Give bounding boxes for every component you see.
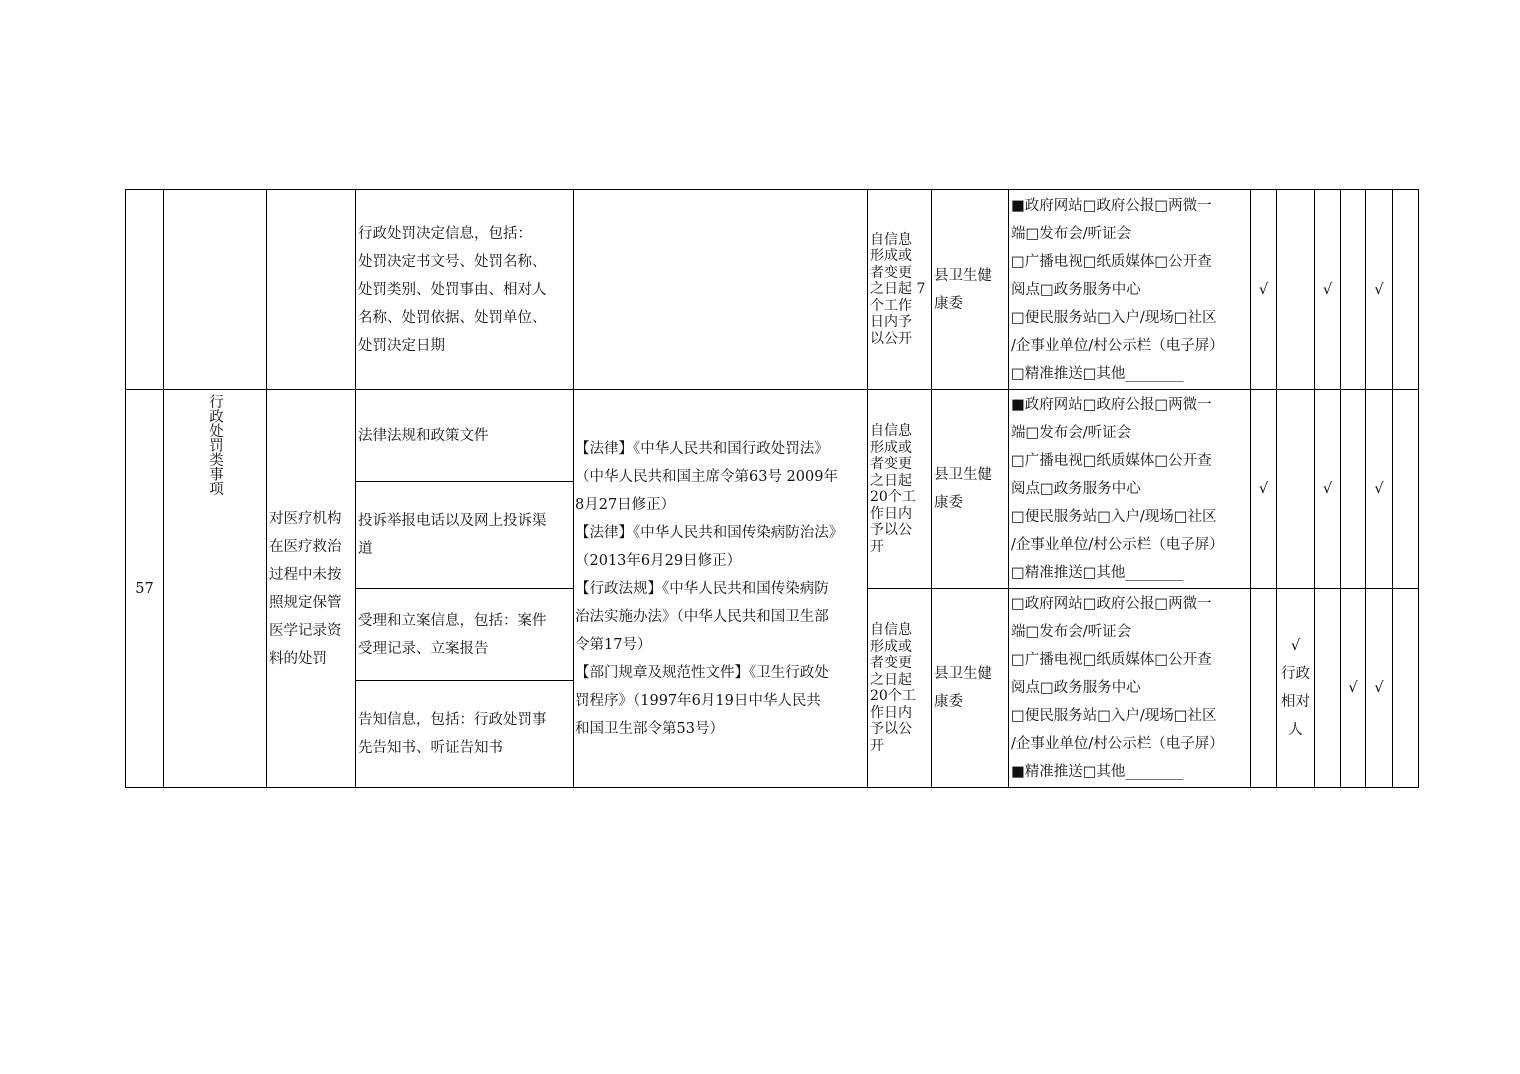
checkmark-cell	[1393, 190, 1419, 390]
item-name-cell: 对医疗机构 在医疗救治 过程中未按 照规定保管 医学记录资 料的处罚	[267, 390, 356, 788]
item-number: 57	[126, 390, 164, 788]
checkmark-cell: √	[1251, 190, 1277, 390]
category-label: 行政处罚类事项	[207, 394, 223, 496]
channels-cell: ■政府网站□政府公报□两微一 端□发布会/听证会 □广播电视□纸质媒体□公开查 阅点□政务服务中心 □便民服务站□入户/现场□社区 /企事业单位/村公示栏（电子屏） □精准推送□其他________	[1009, 390, 1251, 589]
subject-cell: 县卫生健 康委	[932, 589, 1009, 788]
checkmark-cell	[1315, 589, 1341, 788]
category-cell	[164, 390, 267, 788]
checkmark-cell	[1341, 190, 1366, 390]
item-cell-empty	[267, 190, 356, 390]
checkmark-cell	[1277, 390, 1315, 589]
checkmark-cell: √	[1251, 390, 1277, 589]
target-cell: √ 行政 相对 人	[1277, 589, 1315, 788]
content-cell: 法律法规和政策文件	[356, 390, 574, 482]
checkmark-cell: √	[1341, 589, 1366, 788]
checkmark-cell	[1393, 589, 1419, 788]
category-cell-empty	[164, 190, 267, 390]
checkmark-cell	[1251, 589, 1277, 788]
content-cell: 受理和立案信息，包括：案件 受理记录、立案报告	[356, 589, 574, 681]
checkmark-cell	[1393, 390, 1419, 589]
subject-cell: 县卫生健 康委	[932, 390, 1009, 589]
content-cell: 行政处罚决定信息，包括： 处罚决定书文号、处罚名称、 处罚类别、处罚事由、相对人 名称、处罚依据、处罚单位、 处罚决定日期	[356, 190, 574, 390]
subject-cell: 县卫生健 康委	[932, 190, 1009, 390]
table-row	[126, 390, 1419, 482]
channels-cell: □政府网站□政府公报□两微一 端□发布会/听证会 □广播电视□纸质媒体□公开查 阅点□政务服务中心 □便民服务站□入户/现场□社区 /企事业单位/村公示栏（电子屏） ■精准推送□其他________	[1009, 589, 1251, 788]
time-limit-cell: 自信息 形成或 者变更 之日起 20个工 作日内 予以公 开	[868, 390, 932, 589]
checkmark-cell: √	[1366, 390, 1393, 589]
checkmark-cell	[1277, 190, 1315, 390]
checkmark-cell: √	[1366, 589, 1393, 788]
time-limit-cell: 自信息 形成或 者变更 之日起 7 个工作 日内予 以公开	[868, 190, 932, 390]
content-cell: 告知信息，包括：行政处罚事 先告知书、听证告知书	[356, 681, 574, 788]
disclosure-table	[125, 189, 1419, 788]
time-limit-cell: 自信息 形成或 者变更 之日起 20个工 作日内 予以公 开	[868, 589, 932, 788]
number-cell-empty	[126, 190, 164, 390]
checkmark-cell: √	[1315, 390, 1341, 589]
basis-cell: 【法律】《中华人民共和国行政处罚法》 （中华人民共和国主席令第63号 2009年 8月27日修正） 【法律】《中华人民共和国传染病防治法》 （2013年6月29日修正） 【行政法规】《中华人民共和国传染病防 治法实施办法》（中华人民共和国卫生部 令第17号） 【部门规章及规范性文件】《卫生行政处 罚程序》（1997年6月19日中华人民共 和国卫生部令第53号）	[574, 390, 868, 788]
table-row	[126, 190, 1419, 390]
checkmark-cell	[1341, 390, 1366, 589]
content-cell: 投诉举报电话以及网上投诉渠 道	[356, 482, 574, 589]
basis-cell-empty	[574, 190, 868, 390]
channels-cell: ■政府网站□政府公报□两微一 端□发布会/听证会 □广播电视□纸质媒体□公开查 阅点□政务服务中心 □便民服务站□入户/现场□社区 /企事业单位/村公示栏（电子屏） □精准推送□其他________	[1009, 190, 1251, 390]
checkmark-cell: √	[1315, 190, 1341, 390]
checkmark-cell: √	[1366, 190, 1393, 390]
